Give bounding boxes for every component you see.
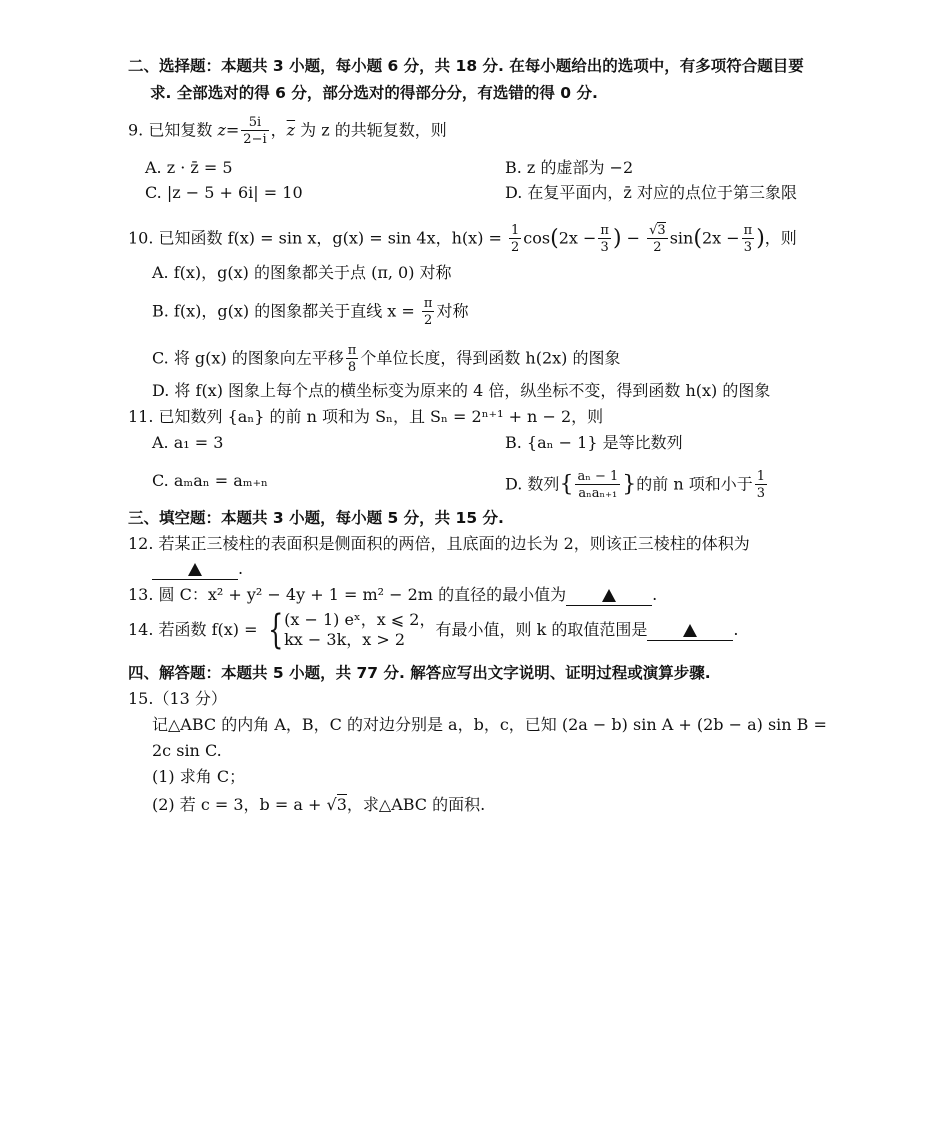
q10-sin: sin [669, 228, 694, 248]
q12-end: . [238, 559, 244, 578]
q10-pi3-2-num: π [743, 223, 753, 238]
q9-frac-den: 2−i [243, 132, 267, 147]
q11-option-a: A. a₁ = 3 [152, 433, 224, 452]
q14-answer-blank[interactable] [647, 620, 733, 641]
q10-arg1: 2x − [558, 228, 597, 248]
q10-sqrt3-2 [647, 224, 668, 254]
q10-pi3-1-den: 3 [600, 240, 609, 255]
q13-answer-blank[interactable] [566, 585, 652, 606]
q11-option-b: B. {aₙ − 1} 是等比数列 [505, 433, 683, 452]
section3-heading: 三、填空题：本题共 3 小题，每小题 5 分，共 15 分. [128, 509, 504, 527]
q9-frac-num: 5i [241, 116, 268, 131]
q10-stem-end: ，则 [764, 228, 797, 248]
q10-option-c-num: π [347, 343, 357, 358]
q10-option-c-den: 8 [347, 360, 357, 375]
q9-zbar: $\overline{z}$ [286, 120, 296, 140]
q15-body-line1: 记△ABC 的内角 A，B，C 的对边分别是 a，b，c，已知 (2a − b) sin A + (2b − a) sin B = [152, 715, 827, 734]
triangle-marker-icon [683, 624, 697, 637]
q14-line [128, 607, 739, 653]
q11-option-d-prefix: D. 数列 [505, 474, 560, 494]
q10-arg2: 2x − [701, 228, 740, 248]
q10-option-c [152, 344, 621, 374]
q9-option-d: D. 在复平面内，z̄ 对应的点位于第三象限 [505, 183, 797, 202]
q9-option-a: A. z · z̄ = 5 [145, 158, 233, 177]
q14-end: . [733, 620, 739, 639]
q9-stem-prefix: 9. 已知复数 [128, 120, 218, 140]
q10-pi3-2 [742, 224, 755, 254]
q10-option-d: D. 将 f(x) 图象上每个点的横坐标变为原来的 4 倍，纵坐标不变，得到函数 h(x) 的图象 [152, 381, 771, 400]
q10-sqrt3-den: 2 [653, 240, 662, 255]
q11-option-d-one: 1 [756, 469, 766, 484]
q11-option-d [505, 470, 769, 500]
q11-option-d-frac [575, 470, 620, 500]
q14-case2: kx − 3k，x > 2 [284, 630, 406, 649]
q10-minus: − [621, 228, 646, 248]
q10-half [509, 224, 521, 254]
q15-title: 15.（13 分） [128, 689, 227, 708]
q10-sqrt3: 3 [657, 223, 666, 238]
q10-pi3-1 [598, 224, 611, 254]
q9-option-c: C. |z − 5 + 6i| = 10 [145, 183, 303, 202]
triangle-marker-icon [602, 589, 616, 602]
section2-heading-line1: 二、选择题：本题共 3 小题，每小题 6 分，共 18 分. 在每小题给出的选项中，有多项符合题目要 [128, 57, 804, 75]
q10-rparen1: ) [612, 226, 622, 251]
q10-option-c-frac [346, 344, 359, 374]
q10-half-num: 1 [511, 223, 520, 238]
q10-option-b-num: π [423, 296, 433, 311]
q10-option-b-frac [422, 297, 435, 327]
q10-option-b [152, 297, 468, 327]
q13-stem: 13. 圆 C：x² + y² − 4y + 1 = m² − 2m 的直径的最小值为 [128, 585, 567, 604]
q15-part1: (1) 求角 C； [152, 767, 246, 786]
q10-option-a: A. f(x)，g(x) 的图象都关于点 (π, 0) 对称 [152, 263, 452, 282]
q11-option-d-den: aₙaₙ₊₁ [578, 486, 618, 501]
q9-z: z [217, 120, 226, 140]
q10-cos: cos [523, 228, 551, 248]
q10-option-c-prefix: C. 将 g(x) 的图象向左平移 [152, 348, 344, 368]
q13-line [128, 584, 657, 606]
section4-heading: 四、解答题：本题共 5 小题，共 77 分. 解答应写出文字说明、证明过程或演算步骤. [128, 664, 711, 682]
q12-answer-blank[interactable] [152, 559, 238, 580]
q15-part2: (2) 若 c = 3，b = a + √3，求△ABC 的面积. [152, 795, 486, 814]
q11-option-c: C. aₘaₙ = aₘ₊ₙ [152, 471, 268, 490]
q10-sqrt3-num: √3 [649, 223, 666, 238]
q9-stem [128, 116, 447, 146]
q11-option-d-mid: 的前 n 项和小于 [636, 474, 753, 494]
q10-option-c-suffix: 个单位长度，得到函数 h(2x) 的图象 [360, 348, 621, 368]
q9-fraction [241, 116, 268, 146]
q11-rbrace: } [622, 472, 637, 497]
q11-option-d-three: 3 [756, 486, 766, 501]
q10-stem-a: 10. 已知函数 f(x) = sin x，g(x) = sin 4x，h(x) = [128, 228, 508, 248]
q12-answer-line [152, 558, 243, 580]
section2-heading-line2: 求. 全部选对的得 6 分，部分选对的得部分分，有选错的得 0 分. [150, 84, 598, 102]
q11-option-d-num: aₙ − 1 [577, 469, 619, 484]
q14-brace: { [267, 607, 284, 653]
q15-part2-prefix: (2) 若 c = 3，b = a + [152, 795, 327, 814]
q14-cases [284, 610, 435, 650]
q9-stem-suffix: 为 z 的共轭复数，则 [300, 120, 447, 140]
q10-lparen2: ( [693, 226, 702, 251]
q14-stem-b: 有最小值，则 k 的取值范围是 [435, 620, 648, 639]
q11-lbrace: { [559, 472, 574, 497]
q10-option-b-den: 2 [424, 313, 433, 328]
q15-part2-suffix: ，求△ABC 的面积. [346, 795, 486, 814]
q9-zbar-sep: ， [270, 120, 287, 140]
q10-pi3-2-den: 3 [743, 240, 753, 255]
triangle-marker-icon [188, 563, 202, 576]
q11-stem: 11. 已知数列 {aₙ} 的前 n 项和为 Sₙ，且 Sₙ = 2ⁿ⁺¹ + n − 2，则 [128, 407, 604, 426]
q12-line1: 12. 若某正三棱柱的表面积是侧面积的两倍，且底面的边长为 2，则该正三棱柱的体积为 [128, 534, 750, 553]
q9-eq: = [225, 120, 240, 140]
q10-option-b-prefix: B. f(x)，g(x) 的图象都关于直线 x = [152, 301, 420, 321]
q14-stem-a: 14. 若函数 f(x) = [128, 620, 263, 639]
q14-case1: (x − 1) eˣ，x ⩽ 2， [284, 610, 436, 629]
q10-stem [128, 224, 797, 254]
q10-half-den: 2 [511, 240, 520, 255]
q11-option-d-third [755, 470, 767, 500]
q15-part2-sqrt: 3 [336, 795, 347, 814]
q10-option-b-suffix: 对称 [436, 301, 469, 321]
q15-body-line2: 2c sin C. [152, 741, 222, 760]
q10-rparen2: ) [756, 226, 765, 251]
q9-option-b: B. z 的虚部为 −2 [505, 158, 634, 177]
q10-pi3-1-num: π [600, 223, 609, 238]
q10-lparen1: ( [550, 226, 559, 251]
q13-end: . [652, 585, 658, 604]
